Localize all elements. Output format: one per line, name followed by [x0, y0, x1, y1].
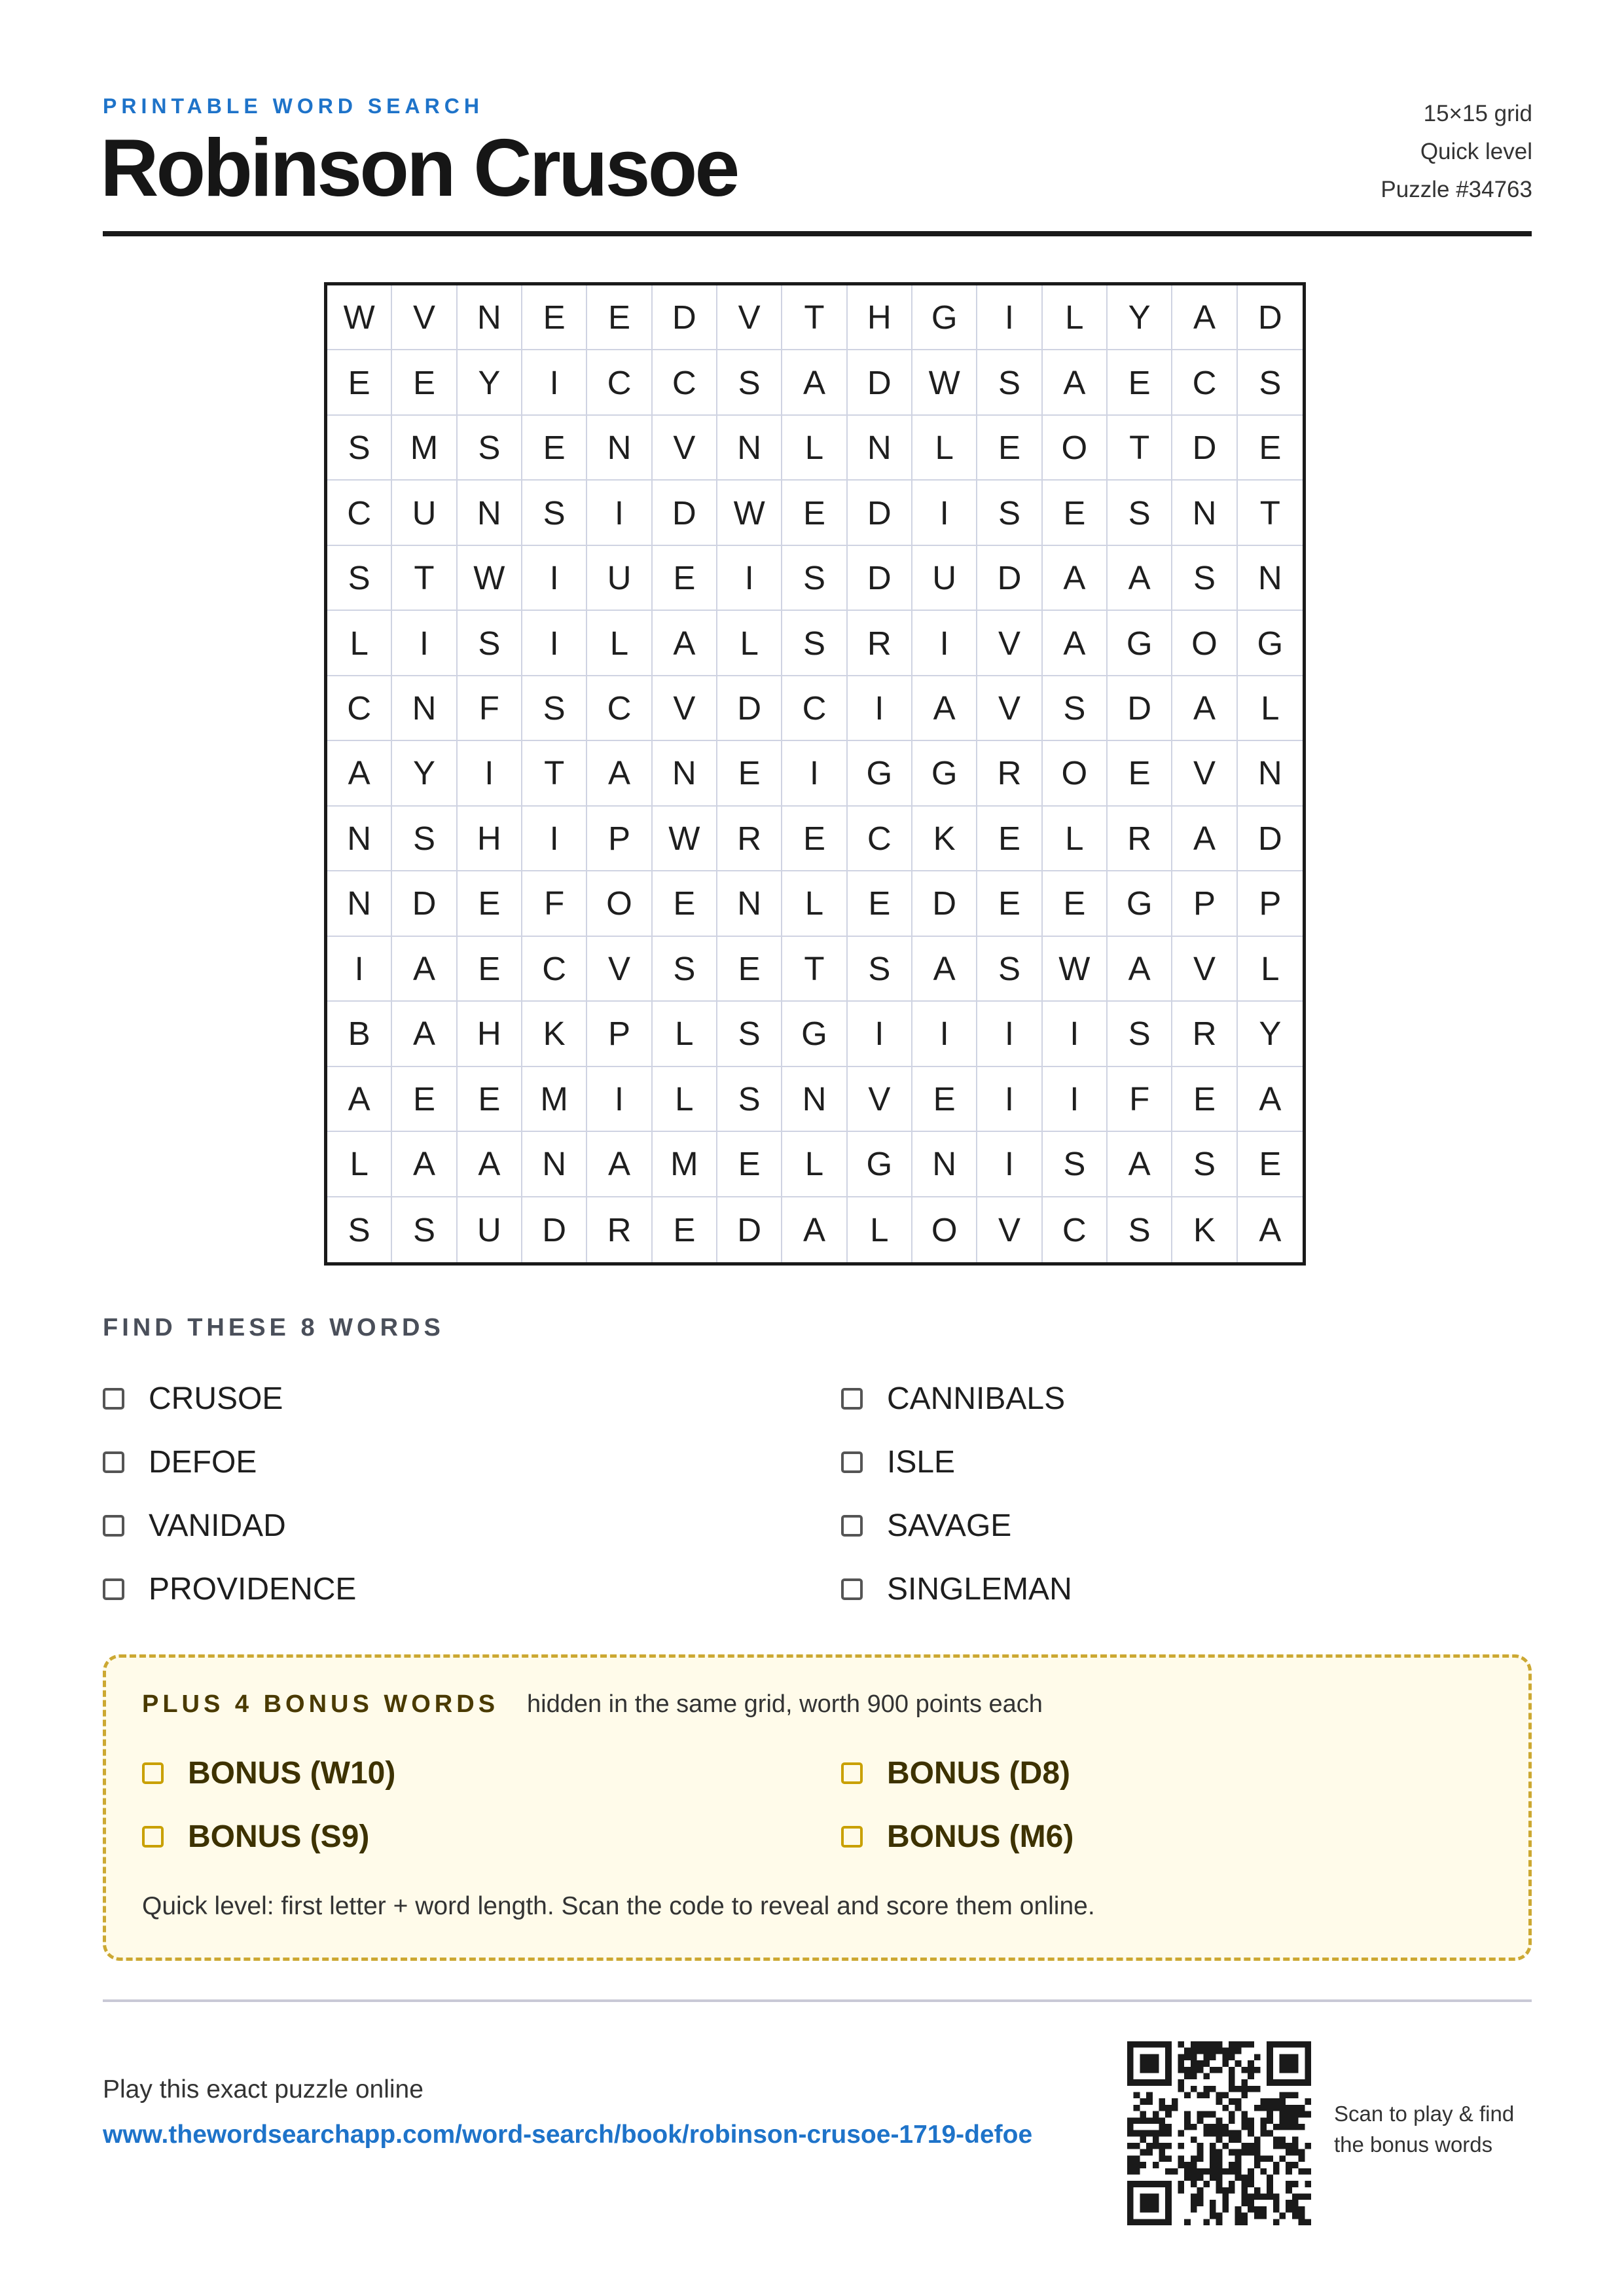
grid-cell[interactable]: O — [1043, 416, 1108, 481]
grid-cell[interactable]: S — [1108, 1002, 1172, 1066]
grid-cell[interactable]: A — [1238, 1067, 1303, 1132]
bonus-note: Quick level: first letter + word length. Scan the code to reveal and score them online. — [142, 1892, 1095, 1920]
grid-cell[interactable]: D — [848, 481, 912, 545]
grid-cell[interactable]: D — [653, 285, 717, 350]
grid-cell[interactable]: E — [522, 285, 587, 350]
checkbox-icon[interactable] — [103, 1451, 124, 1473]
grid-cell[interactable]: G — [1108, 871, 1172, 936]
grid-cell[interactable]: Y — [1108, 285, 1172, 350]
grid-cell[interactable]: V — [653, 416, 717, 481]
bonus-word-label: BONUS (M6) — [887, 1819, 1074, 1854]
grid-cell[interactable]: L — [782, 871, 847, 936]
grid-cell[interactable]: L — [1238, 676, 1303, 741]
bonus-word-item[interactable] — [841, 1805, 1168, 1868]
grid-cell[interactable]: S — [392, 1197, 457, 1262]
grid-cell[interactable]: N — [327, 871, 392, 936]
grid-cell[interactable]: S — [327, 546, 392, 611]
grid-cell[interactable]: S — [977, 481, 1042, 545]
checkbox-icon[interactable] — [841, 1762, 863, 1784]
grid-cell[interactable]: V — [717, 285, 782, 350]
checkbox-icon[interactable] — [103, 1388, 124, 1410]
grid-cell[interactable]: E — [1108, 741, 1172, 806]
grid-cell[interactable]: C — [848, 807, 912, 871]
grid-cell[interactable]: S — [1238, 350, 1303, 415]
grid-cell[interactable]: C — [587, 676, 652, 741]
grid-cell[interactable]: U — [392, 481, 457, 545]
grid-cell[interactable]: R — [1172, 1002, 1237, 1066]
grid-cell[interactable]: D — [653, 481, 717, 545]
grid-cell[interactable]: O — [1043, 741, 1108, 806]
grid-cell[interactable]: E — [392, 1067, 457, 1132]
grid-cell[interactable]: F — [522, 871, 587, 936]
grid-cell[interactable]: U — [587, 546, 652, 611]
grid-cell[interactable]: C — [587, 350, 652, 415]
grid-cell[interactable]: R — [977, 741, 1042, 806]
grid-cell[interactable]: D — [977, 546, 1042, 611]
grid-cell[interactable]: N — [458, 285, 522, 350]
grid-cell[interactable]: Y — [458, 350, 522, 415]
grid-cell[interactable]: I — [522, 546, 587, 611]
grid-cell[interactable]: L — [1238, 937, 1303, 1002]
grid-cell[interactable]: U — [912, 546, 977, 611]
grid-cell[interactable]: L — [782, 1132, 847, 1197]
grid-cell[interactable]: E — [977, 871, 1042, 936]
grid-cell[interactable]: A — [782, 350, 847, 415]
grid-cell[interactable]: V — [977, 611, 1042, 676]
grid-cell[interactable]: A — [1108, 546, 1172, 611]
grid-cell[interactable]: S — [327, 1197, 392, 1262]
checkbox-icon[interactable] — [103, 1515, 124, 1537]
grid-cell[interactable]: W — [458, 546, 522, 611]
scan-instructions: Scan to play & find the bonus words — [1334, 2102, 1515, 2157]
grid-cell[interactable]: A — [587, 741, 652, 806]
word-label: DEFOE — [149, 1445, 257, 1480]
word-label: SAVAGE — [887, 1508, 1012, 1543]
grid-cell[interactable]: E — [1043, 871, 1108, 936]
grid-cell[interactable]: E — [782, 807, 847, 871]
grid-cell[interactable]: E — [1238, 1132, 1303, 1197]
word-label: ISLE — [887, 1445, 956, 1480]
grid-cell[interactable]: E — [848, 871, 912, 936]
grid-cell[interactable]: I — [392, 611, 457, 676]
grid-cell[interactable]: N — [1238, 741, 1303, 806]
grid-cell[interactable]: D — [912, 871, 977, 936]
bonus-word-list — [142, 1741, 1168, 1868]
grid-cell[interactable]: W — [912, 350, 977, 415]
grid-cell[interactable]: E — [458, 1067, 522, 1132]
grid-cell[interactable]: A — [1172, 807, 1237, 871]
grid-cell[interactable]: I — [848, 676, 912, 741]
grid-cell[interactable]: L — [848, 1197, 912, 1262]
grid-cell[interactable]: E — [653, 871, 717, 936]
grid-cell[interactable]: O — [1172, 611, 1237, 676]
grid-cell[interactable]: L — [653, 1002, 717, 1066]
grid-cell[interactable]: T — [782, 937, 847, 1002]
grid-cell[interactable]: S — [1108, 481, 1172, 545]
grid-cell[interactable]: G — [782, 1002, 847, 1066]
grid-cell[interactable]: M — [392, 416, 457, 481]
grid-cell[interactable]: I — [327, 937, 392, 1002]
grid-cell[interactable]: T — [522, 741, 587, 806]
grid-cell[interactable]: P — [1238, 871, 1303, 936]
grid-cell[interactable]: S — [1043, 676, 1108, 741]
grid-cell[interactable]: K — [912, 807, 977, 871]
grid-cell[interactable]: I — [1043, 1002, 1108, 1066]
grid-cell[interactable]: A — [1172, 676, 1237, 741]
grid-cell[interactable]: E — [653, 546, 717, 611]
grid-cell[interactable]: A — [1043, 611, 1108, 676]
bonus-word-label: BONUS (D8) — [887, 1756, 1071, 1791]
checkbox-icon[interactable] — [841, 1515, 863, 1537]
grid-cell[interactable]: C — [782, 676, 847, 741]
grid-cell[interactable]: W — [1043, 937, 1108, 1002]
grid-cell[interactable]: E — [458, 871, 522, 936]
grid-cell[interactable]: V — [653, 676, 717, 741]
grid-cell[interactable]: B — [327, 1002, 392, 1066]
difficulty-level: Quick level — [1420, 139, 1532, 164]
word-label: PROVIDENCE — [149, 1572, 357, 1607]
grid-cell[interactable]: W — [717, 481, 782, 545]
grid-size: 15×15 grid — [1423, 101, 1532, 126]
grid-cell[interactable]: E — [1238, 416, 1303, 481]
grid-cell[interactable]: O — [587, 871, 652, 936]
grid-cell[interactable]: C — [1172, 350, 1237, 415]
grid-cell[interactable]: N — [717, 871, 782, 936]
grid-cell[interactable]: R — [587, 1197, 652, 1262]
grid-cell[interactable]: T — [1108, 416, 1172, 481]
grid-cell[interactable]: I — [1043, 1067, 1108, 1132]
grid-cell[interactable]: S — [782, 546, 847, 611]
word-item[interactable] — [841, 1558, 1168, 1621]
puzzle-meta — [1380, 95, 1532, 209]
grid-cell[interactable]: V — [1172, 937, 1237, 1002]
grid-cell[interactable]: F — [458, 676, 522, 741]
word-label: VANIDAD — [149, 1508, 286, 1543]
grid-cell[interactable]: L — [587, 611, 652, 676]
grid-cell[interactable]: N — [327, 807, 392, 871]
grid-cell[interactable]: A — [912, 937, 977, 1002]
grid-cell[interactable]: I — [977, 1132, 1042, 1197]
bonus-word-item[interactable] — [841, 1741, 1168, 1805]
grid-cell[interactable]: H — [458, 807, 522, 871]
grid-cell[interactable]: E — [717, 1132, 782, 1197]
grid-cell[interactable]: S — [458, 611, 522, 676]
grid-cell[interactable]: W — [327, 285, 392, 350]
grid-cell[interactable]: N — [653, 741, 717, 806]
word-item[interactable] — [841, 1430, 1168, 1494]
grid-cell[interactable]: S — [327, 416, 392, 481]
grid-cell[interactable]: T — [392, 546, 457, 611]
grid-cell[interactable]: N — [587, 416, 652, 481]
grid-cell[interactable]: I — [912, 1002, 977, 1066]
grid-cell[interactable]: A — [1172, 285, 1237, 350]
grid-cell[interactable]: E — [977, 807, 1042, 871]
grid-cell[interactable]: P — [587, 807, 652, 871]
grid-cell[interactable]: G — [912, 741, 977, 806]
grid-cell[interactable]: A — [1043, 546, 1108, 611]
grid-cell[interactable]: S — [717, 350, 782, 415]
bonus-heading: PLUS 4 BONUS WORDS — [142, 1690, 499, 1718]
grid-cell[interactable]: S — [977, 350, 1042, 415]
grid-cell[interactable]: H — [848, 285, 912, 350]
grid-cell[interactable]: L — [327, 1132, 392, 1197]
grid-cell[interactable]: S — [848, 937, 912, 1002]
grid-cell[interactable]: A — [1108, 937, 1172, 1002]
grid-cell[interactable]: L — [1043, 807, 1108, 871]
footer-divider — [103, 1999, 1532, 2002]
grid-cell[interactable]: D — [848, 546, 912, 611]
qr-code-icon[interactable] — [1127, 2041, 1311, 2225]
eyebrow-label: PRINTABLE WORD SEARCH — [103, 94, 484, 118]
grid-cell[interactable]: E — [977, 416, 1042, 481]
grid-cell[interactable]: F — [1108, 1067, 1172, 1132]
grid-cell[interactable]: U — [458, 1197, 522, 1262]
word-item[interactable] — [103, 1494, 841, 1558]
puzzle-number: Puzzle #34763 — [1380, 177, 1532, 202]
grid-cell[interactable]: R — [1108, 807, 1172, 871]
grid-cell[interactable]: D — [392, 871, 457, 936]
grid-cell[interactable]: C — [653, 350, 717, 415]
grid-cell[interactable]: R — [717, 807, 782, 871]
grid-cell[interactable]: S — [717, 1002, 782, 1066]
grid-cell[interactable]: L — [782, 416, 847, 481]
grid-cell[interactable]: E — [1108, 350, 1172, 415]
bonus-word-label: BONUS (S9) — [188, 1819, 370, 1854]
grid-cell[interactable]: L — [717, 611, 782, 676]
grid-cell[interactable]: D — [522, 1197, 587, 1262]
play-online-label: Play this exact puzzle online — [103, 2075, 424, 2104]
grid-cell[interactable]: I — [782, 741, 847, 806]
grid-cell[interactable]: S — [1172, 1132, 1237, 1197]
grid-cell[interactable]: L — [327, 611, 392, 676]
checkbox-icon[interactable] — [142, 1826, 164, 1848]
grid-cell[interactable]: I — [912, 611, 977, 676]
grid-cell[interactable]: E — [912, 1067, 977, 1132]
header-divider — [103, 231, 1532, 236]
grid-cell[interactable]: A — [912, 676, 977, 741]
grid-cell[interactable]: I — [848, 1002, 912, 1066]
grid-cell[interactable]: A — [392, 1132, 457, 1197]
grid-cell[interactable]: D — [1172, 416, 1237, 481]
grid-cell[interactable]: N — [848, 416, 912, 481]
grid-cell[interactable]: S — [522, 481, 587, 545]
grid-cell[interactable]: D — [848, 350, 912, 415]
grid-cell[interactable]: E — [392, 350, 457, 415]
grid-cell[interactable]: K — [522, 1002, 587, 1066]
grid-cell[interactable]: E — [717, 937, 782, 1002]
grid-cell[interactable]: Y — [1238, 1002, 1303, 1066]
bonus-word-label: BONUS (W10) — [188, 1756, 396, 1791]
grid-cell[interactable]: S — [392, 807, 457, 871]
grid-cell[interactable]: V — [587, 937, 652, 1002]
grid-cell[interactable]: I — [717, 546, 782, 611]
grid-cell[interactable]: Y — [392, 741, 457, 806]
grid-cell[interactable]: A — [458, 1132, 522, 1197]
grid-cell[interactable]: S — [782, 611, 847, 676]
word-list — [103, 1367, 1072, 1621]
grid-cell[interactable]: N — [717, 416, 782, 481]
grid-cell[interactable]: I — [587, 1067, 652, 1132]
grid-cell[interactable]: C — [522, 937, 587, 1002]
word-search-grid[interactable] — [324, 282, 1306, 1266]
grid-cell[interactable]: I — [522, 350, 587, 415]
grid-cell[interactable]: E — [522, 416, 587, 481]
checkbox-icon[interactable] — [103, 1578, 124, 1600]
word-item[interactable] — [103, 1367, 841, 1430]
grid-cell[interactable]: S — [522, 676, 587, 741]
grid-cell[interactable]: S — [977, 937, 1042, 1002]
bonus-word-item[interactable] — [142, 1741, 841, 1805]
grid-cell[interactable]: I — [977, 285, 1042, 350]
grid-cell[interactable]: N — [1172, 481, 1237, 545]
page-title: Robinson Crusoe — [100, 123, 738, 213]
bonus-word-item[interactable] — [142, 1805, 841, 1868]
grid-cell[interactable]: N — [912, 1132, 977, 1197]
grid-cell[interactable]: A — [653, 611, 717, 676]
grid-cell[interactable]: N — [458, 481, 522, 545]
grid-cell[interactable]: A — [587, 1132, 652, 1197]
grid-cell[interactable]: P — [587, 1002, 652, 1066]
grid-cell[interactable]: G — [1108, 611, 1172, 676]
grid-cell[interactable]: L — [912, 416, 977, 481]
grid-cell[interactable]: E — [327, 350, 392, 415]
grid-cell[interactable]: L — [653, 1067, 717, 1132]
word-item[interactable] — [841, 1367, 1168, 1430]
grid-cell[interactable]: D — [1238, 807, 1303, 871]
grid-cell[interactable]: D — [1238, 285, 1303, 350]
grid-cell[interactable]: E — [1043, 481, 1108, 545]
grid-cell[interactable]: A — [327, 1067, 392, 1132]
grid-cell[interactable]: I — [587, 481, 652, 545]
grid-cell[interactable]: A — [1259, 1211, 1282, 1248]
grid-cells — [327, 285, 1303, 1262]
word-item[interactable] — [103, 1430, 841, 1494]
grid-cell[interactable]: L — [1043, 285, 1108, 350]
checkbox-icon[interactable] — [841, 1451, 863, 1473]
grid-cell[interactable]: N — [1238, 546, 1303, 611]
grid-cell[interactable]: K — [1172, 1197, 1237, 1262]
word-label: CRUSOE — [149, 1381, 283, 1416]
grid-cell[interactable]: N — [782, 1067, 847, 1132]
play-online-link[interactable]: www.thewordsearchapp.com/word-search/book/robinson-crusoe-1719-defoe — [103, 2121, 1033, 2149]
grid-cell[interactable]: S — [717, 1067, 782, 1132]
grid-cell[interactable]: E — [717, 741, 782, 806]
grid-cell[interactable]: A — [782, 1197, 847, 1262]
grid-cell[interactable]: C — [327, 676, 392, 741]
word-item[interactable] — [841, 1494, 1168, 1558]
word-item[interactable] — [103, 1558, 841, 1621]
grid-cell[interactable]: V — [977, 676, 1042, 741]
grid-cell[interactable]: W — [653, 807, 717, 871]
grid-cell[interactable]: I — [977, 1067, 1042, 1132]
grid-cell[interactable]: E — [458, 937, 522, 1002]
checkbox-icon[interactable] — [841, 1826, 863, 1848]
grid-cell[interactable]: H — [458, 1002, 522, 1066]
grid-cell[interactable]: G — [1238, 611, 1303, 676]
grid-cell[interactable]: G — [912, 285, 977, 350]
grid-cell[interactable]: C — [327, 481, 392, 545]
checkbox-icon[interactable] — [142, 1762, 164, 1784]
grid-cell[interactable]: E — [587, 285, 652, 350]
grid-cell[interactable]: S — [1172, 546, 1237, 611]
grid-cell[interactable]: I — [522, 807, 587, 871]
grid-cell[interactable]: E — [653, 1197, 717, 1262]
checkbox-icon[interactable] — [841, 1578, 863, 1600]
grid-cell[interactable]: G — [848, 1132, 912, 1197]
grid-cell[interactable]: A — [1108, 1132, 1172, 1197]
grid-cell[interactable]: N — [392, 676, 457, 741]
grid-cell[interactable]: A — [392, 937, 457, 1002]
grid-cell[interactable]: D — [1108, 676, 1172, 741]
grid-cell[interactable]: M — [653, 1132, 717, 1197]
grid-cell[interactable]: A — [327, 741, 392, 806]
grid-cell[interactable]: A — [392, 1002, 457, 1066]
grid-cell[interactable]: G — [848, 741, 912, 806]
grid-cell[interactable]: V — [977, 1197, 1042, 1262]
grid-cell[interactable]: V — [1172, 741, 1237, 806]
grid-cell[interactable]: R — [848, 611, 912, 676]
word-label: SINGLEMAN — [887, 1572, 1072, 1607]
grid-cell[interactable]: S — [653, 937, 717, 1002]
grid-cell[interactable]: V — [392, 285, 457, 350]
grid-cell[interactable]: T — [1238, 481, 1303, 545]
grid-cell[interactable]: I — [522, 611, 587, 676]
grid-cell[interactable]: S — [458, 416, 522, 481]
word-label: CANNIBALS — [887, 1381, 1066, 1416]
grid-cell[interactable]: S — [1043, 1132, 1108, 1197]
grid-cell[interactable]: E — [1172, 1067, 1237, 1132]
grid-cell[interactable]: A — [1043, 350, 1108, 415]
grid-cell[interactable]: V — [848, 1067, 912, 1132]
grid-cell[interactable]: D — [717, 1197, 782, 1262]
bonus-subtitle: hidden in the same grid, worth 900 points each — [527, 1690, 1043, 1718]
grid-cell[interactable]: T — [782, 285, 847, 350]
grid-cell[interactable]: P — [1172, 871, 1237, 936]
grid-cell[interactable]: I — [458, 741, 522, 806]
grid-cell[interactable]: I — [912, 481, 977, 545]
grid-cell[interactable]: D — [717, 676, 782, 741]
grid-cell[interactable]: I — [977, 1002, 1042, 1066]
grid-cell[interactable]: E — [782, 481, 847, 545]
checkbox-icon[interactable] — [841, 1388, 863, 1410]
word-list-heading: FIND THESE 8 WORDS — [103, 1314, 444, 1341]
grid-cell[interactable]: M — [522, 1067, 587, 1132]
grid-cell[interactable]: C — [1043, 1197, 1108, 1262]
grid-cell[interactable]: N — [522, 1132, 587, 1197]
grid-cell[interactable]: O — [912, 1197, 977, 1262]
grid-cell[interactable]: S — [1108, 1197, 1172, 1262]
